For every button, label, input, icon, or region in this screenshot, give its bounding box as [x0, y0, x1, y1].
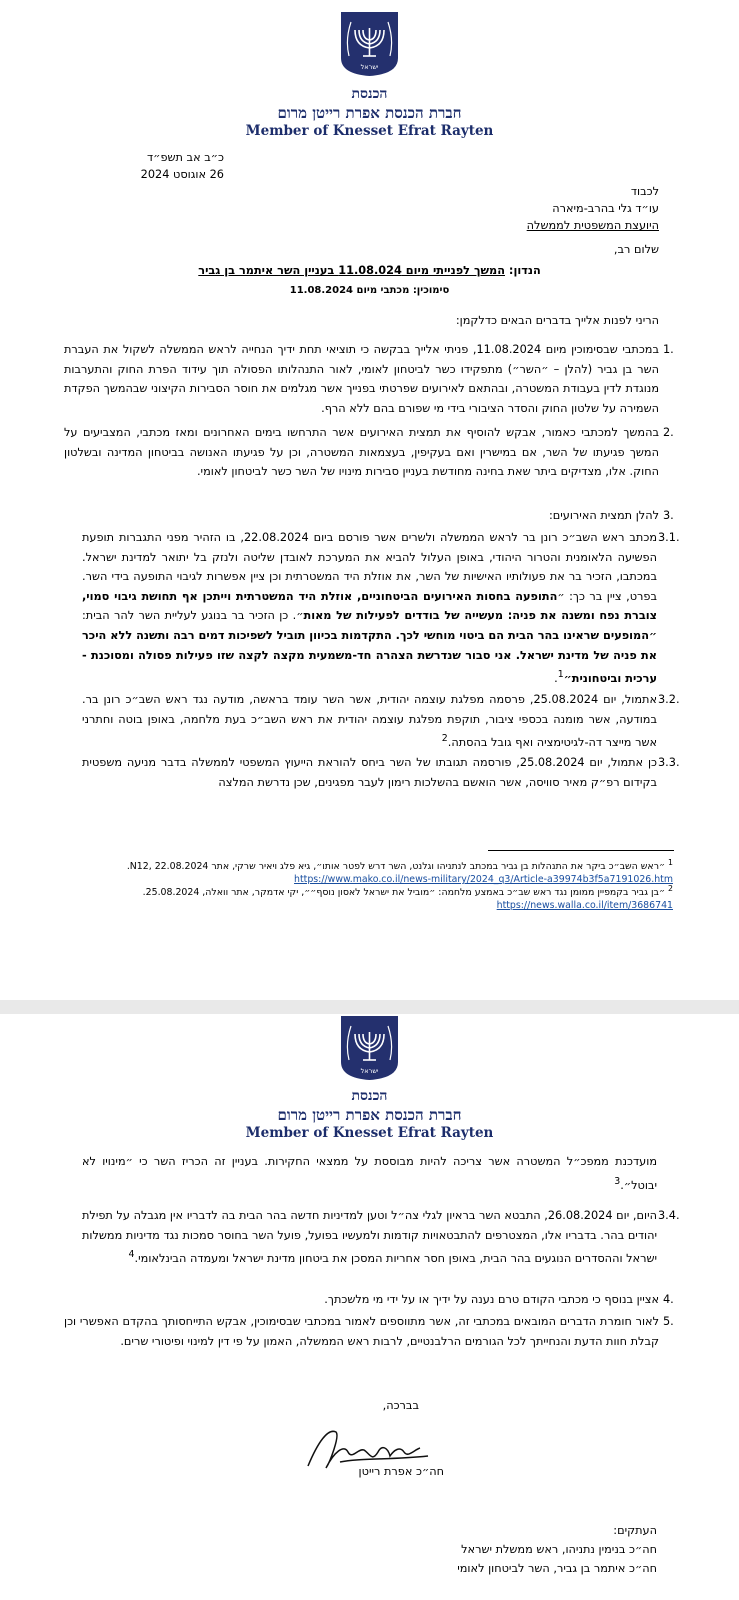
- institution-name: הכנסת: [351, 1088, 388, 1104]
- subject-label: הנדון:: [508, 264, 541, 277]
- subject-text: המשך לפנייתי מיום 11.08.024 בעניין השר איתמר בן גביר: [198, 264, 505, 277]
- member-name-english: Member of Knesset Efrat Rayten: [245, 1125, 494, 1141]
- sub-item-paragraph: אתמול, יום 25.08.2024, פרסמה מפלגת עוצמה יהודית, אשר השר עומד בראשה, מודעה נגד ראש השב״כ רונן בר. במודעה, אשר מומנה בכספי ציבור, תוקפת מפלגת עוצמה יהודית את ראש השב״כ בעת מלחמה, באופן בוטה וחתרני אשר מייצר דה-לגיטימציה ואף גובל בהסתה.$^2$: [82, 693, 657, 749]
- recipient-name: עו״ד גלי בהרב-מיארה: [552, 202, 659, 215]
- cc-label: העתקים:: [613, 1524, 657, 1537]
- institution-name: הכנסת: [351, 86, 388, 102]
- sub-item-number: 3.1.: [658, 531, 680, 544]
- sub-item-number: 3.4.: [658, 1209, 680, 1222]
- item-paragraph: להלן תמצית האירועים:: [548, 509, 659, 522]
- item-number: 3.: [663, 509, 674, 522]
- recipient-salutation: לכבוד: [630, 185, 659, 198]
- subject-line: [0, 264, 739, 277]
- footnote-separator: [488, 850, 674, 851]
- item-paragraph: לאור חומרת הדברים המובאים במכתבי זה, אשר מתווספים לאמור במכתבי שבסימוכין, אבקש התייחסותך בהקדם האפשרי וכן קבלת חוות הדעת והנחייתך לכל הגורמים הרלבנטיים, לרבות ראש הממשלה, האמון על פי דין למינוי ופיטורי שרים.: [64, 1315, 659, 1348]
- sub-item-paragraph: מכתב ראש השב״כ רונן בר לראש הממשלה ולשרים אשר פורסם ביום 22.08.2024, בו הזהיר מפני התגברות תופעת הפשיעה הלאומנית והטרור היהודי, באופן העלול להביא את המערכת לאובדן שליטה ולנזק בל יתואר למדינת ישראל. במכתבו, הזכיר בר את פעולותיו האישיות של השר, את אוזלת היד המשטרתית וכן ציין אפשרות לגיבוי התופעה בידי השר. בפרט, ציין בר כך: ״התופעה בחסות האירועים הביטחוניים, אוזלת היד המשטרתית וייתכן אף תחושת גיבוי סמוי, צוברת נפח ומשנה את פניה: מעשייה של בודדים לפעילות של מאות״. כן הזכיר בר בנוגע לעליית השר להר הבית: ״המופעים שראינו בהר הבית הם ביטוי מוחשי לכך. התקדמות בכיוון תוביל לשפיכות דמים רבה ותשנה ללא היכר את פניה של מדינת ישראל. אני סבור שנדרשת הצהרה חד-משמעית מקצה לקצה שזו פעילות פסולה ומסוכנת - ערכית וביטחונית״$^1$.: [82, 531, 658, 685]
- cc-item: חה״כ בנימין נתניהו, ראש ממשלת ישראל: [461, 1543, 657, 1556]
- date-gregorian: 26 אוגוסט 2024: [140, 168, 224, 181]
- item-number: 5.: [663, 1315, 674, 1328]
- knesset-emblem-icon: [339, 10, 400, 78]
- reference-label: סימוכין:: [412, 285, 450, 296]
- footnote-link[interactable]: https://news.walla.co.il/item/3686741: [496, 900, 673, 912]
- footnote-ref: 4: [128, 1249, 135, 1261]
- recipient-title: היועצת המשפטית לממשלה: [526, 219, 659, 232]
- signature-name: חה״כ אפרת רייטן: [358, 1465, 444, 1478]
- footnote-ref: 2: [441, 733, 448, 745]
- sub-item-number: 3.2.: [658, 693, 680, 706]
- reference-line: [0, 285, 739, 296]
- footnote: $^2$ ״בן גביר בקמפיין ממומן נגד ראש שב״כ באמצע מלחמה: ״מוביל את ישראל לאסון נוסף״״, יקי אדמקר, אתר וואלה, 25.08.2024. https://news.walla.co.il/item/3686741: [142, 884, 673, 912]
- footnote-ref: 3: [614, 1175, 621, 1187]
- date-hebrew: כ״ב אב תשפ״ד: [147, 151, 224, 164]
- page-separator: [0, 1000, 739, 1014]
- sub-item-number: 3.3.: [658, 756, 680, 769]
- footnote: $^1$ ״ראש השב״כ ביקר את התנהלות בן גביר במכתב לנתניהו וגלנט, השר דרש לפטר אותו״, גיא פלג ויאיר שרקי, אתר N12, 22.08.2024. https://www.mako.co.il/news-military/2024_q3/Article-a39974b3f5a7191026.htm: [126, 858, 673, 886]
- item-number: 4.: [663, 1293, 674, 1306]
- item-number: 1.: [663, 343, 674, 356]
- letter-page-2: [0, 1014, 739, 1600]
- footnote-ref: 1: [557, 669, 564, 681]
- footnote-link[interactable]: https://www.mako.co.il/news-military/2024_q3/Article-a39974b3f5a7191026.htm: [294, 874, 673, 886]
- item-paragraph: אציין בנוסף כי מכתבי הקודם טרם נענה על ידיך או על ידי מי מלשכתך.: [324, 1293, 659, 1306]
- quote-bold: התופעה בחסות האירועים הביטחוניים, אוזלת היד המשטרתית וייתכן אף תחושת גיבוי סמוי, צוברת נפח ומשנה את פניה: מעשייה של בודדים לפעילות של מאות: [82, 589, 658, 623]
- item-paragraph: בהמשך למכתבי כאמור, אבקש להוסיף את תמצית האירועים אשר התרחשו בימים האחרונים ומאז מכתבי, המצביעים על המשך פגיעתו של השר, אם במישרין ואם בעקיפין, בעצמאות המשטרה, וכן על פגיעתו האנושה בביטחון המדינה ובשלטון החוק. אלו, מצדיקים ביתר שאת בחינה מחודשת בעניין סבירות מינויו של השר כשר לביטחון לאומי.: [64, 426, 659, 479]
- closing: בברכה,: [382, 1399, 419, 1412]
- sub-item-paragraph: כן אתמול, יום 25.08.2024, פורסמה תגובתו של השר ביחס להוראת הייעוץ המשפטי לממשלה בדבר מניעה משפטית בקידום רפ״ק מאיר סוויסה, אשר הואשם בהשלכות רימון לעבר מפגינים, שכן נדרשת המלצה: [82, 756, 657, 789]
- continuation-paragraph: מועדכנת ממפכ״ל המשטרה אשר צריכה להיות מבוססת על ממצאי החקירות. בעניין זה הכריז השר כי ״מינויו לא יבוטל״.$^3$: [82, 1155, 657, 1192]
- greeting: שלום רב,: [613, 243, 659, 256]
- member-name-english: Member of Knesset Efrat Rayten: [245, 123, 494, 139]
- svg-text:ישראל: ישראל: [360, 63, 379, 71]
- quote-bold: ״המופעים שראינו בהר הבית הם ביטוי מוחשי לכך. התקדמות בכיוון תוביל לשפיכות דמים רבה ותשנה ללא היכר את פניה של מדינת ישראל. אני סבור שנדרשת הצהרה חד-משמעית מקצה לקצה שזו פעילות פסולה ומסוכנת - ערכית וביטחונית״: [82, 628, 657, 685]
- member-name-hebrew: חברת הכנסת אפרת רייטן מרום: [277, 1106, 462, 1124]
- cc-item: חה״כ איתמר בן גביר, השר לביטחון לאומי: [457, 1562, 657, 1575]
- knesset-emblem-icon: [339, 1014, 400, 1082]
- svg-text:ישראל: ישראל: [360, 1067, 379, 1075]
- sub-item-paragraph: היום, יום 26.08.2024, התבטא השר בראיון לגלי צה״ל וטען למדיניות חדשה בהר הבית בה לדבריו אין מגבלה על תפילת יהודים בהר. בדבריו אלו, המצטרפים להתבטאויות קודמות ולמעשיו בפועל, פועל השר בחוסר סמכות נגד מדיניות ממשלות ישראל וההסדרים הנוגעים בהר הבית, באופן חסר אחריות המסכן את ביטחון מדינת ישראל ומעמדה הבינלאומי.$^4$: [82, 1209, 657, 1265]
- item-paragraph: במכתבי שבסימוכין מיום 11.08.2024, פניתי אלייך בבקשה כי תוציאי תחת ידיך הנחייה לראש הממשלה לשקול את העברת השר בן גביר (להלן – ״השר״) מתפקידו כשר לביטחון לאומי, לאור התנהלותו הפסולה תוך עידוד הפרת החוק והתערבות מנוגדת לדין בעבודת המשטרה, ובהתאם לאירועים שפרטתי בפנייך אשר מגלמים את חוסר הסבירות הקיצוני שבהמשך הפקדת השמירה על שלטון החוק והסדר הציבורי בידי מי שפורם בהם ללא הרף.: [64, 343, 659, 415]
- item-number: 2.: [663, 426, 674, 439]
- member-name-hebrew: חברת הכנסת אפרת רייטן מרום: [277, 104, 462, 122]
- reference-text: מכתבי מיום 11.08.2024: [289, 285, 410, 296]
- opening-line: הריני לפנות אלייך בדברים הבאים כדלקמן:: [455, 314, 659, 327]
